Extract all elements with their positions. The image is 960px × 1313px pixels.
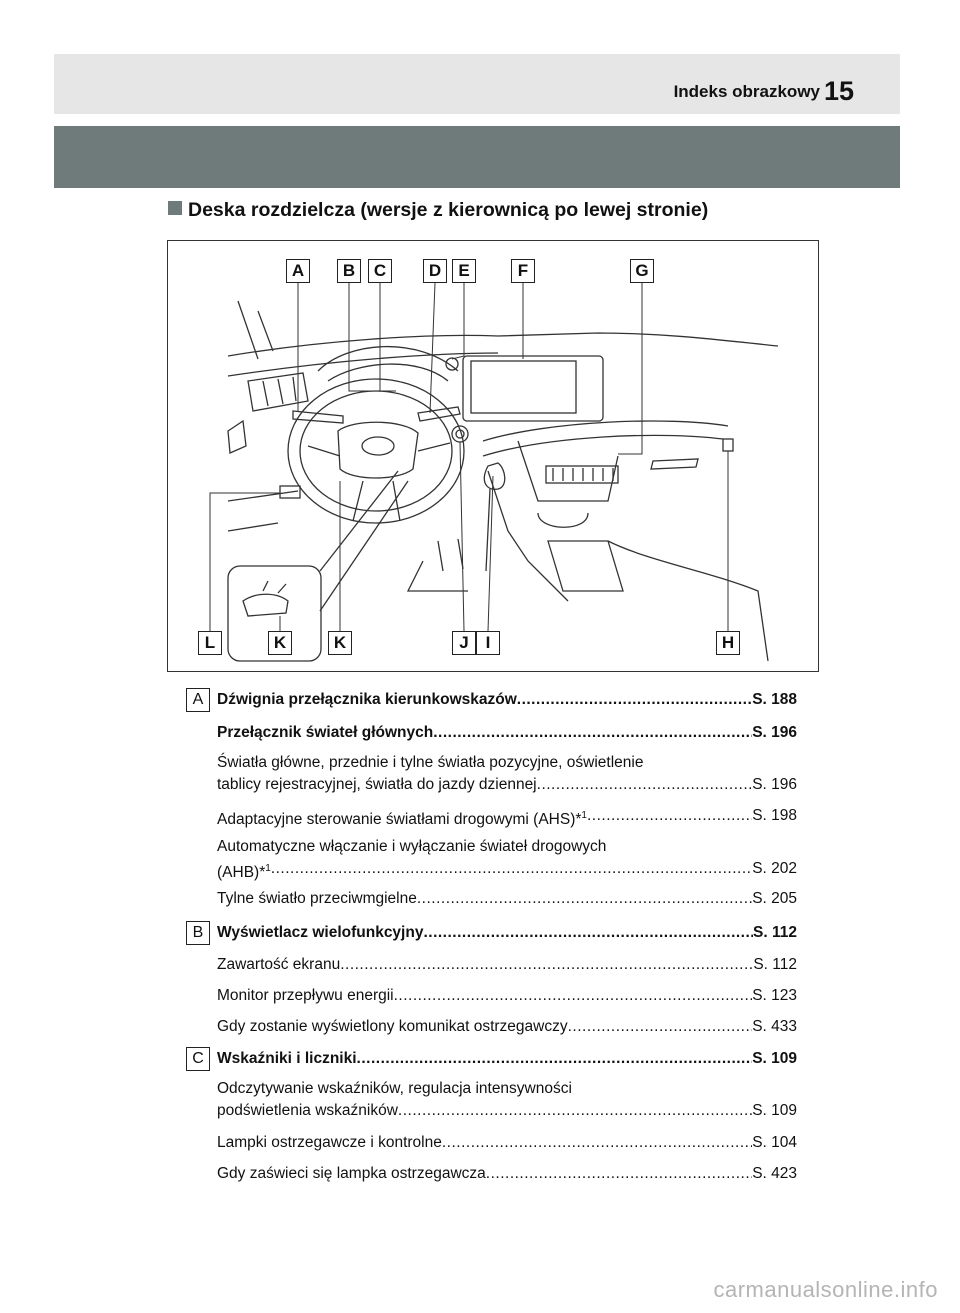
entry-row: [217, 1016, 797, 1038]
entry-title: Gdy zaświeci się lampka ostrzegawcza: [217, 1165, 486, 1182]
watermark: carmanualsonline.info: [713, 1277, 938, 1302]
entry-title: Monitor przepływu energii: [217, 987, 394, 1004]
callout-k: K: [328, 631, 352, 655]
entry-title: podświetlenia wskaźników: [217, 1102, 398, 1119]
callout-e: E: [452, 259, 476, 283]
entry-title: Adaptacyjne sterowanie światłami drogowymi (AHS)*: [217, 811, 582, 828]
callout-d: D: [423, 259, 447, 283]
dashboard-illustration: [167, 240, 819, 672]
entry-page-link[interactable]: S. 123: [752, 987, 797, 1004]
entry-title: Zawartość ekranu: [217, 956, 341, 973]
entry-title: Tylne światło przeciwmgielne: [217, 890, 417, 907]
entry-page-link[interactable]: S. 423: [752, 1165, 797, 1182]
entry-row: [217, 1132, 797, 1154]
entry-title-line1: Odczytywanie wskaźników, regulacja intensywności: [217, 1080, 572, 1097]
entry-title-line1: Automatyczne włączanie i wyłączanie świateł drogowych: [217, 838, 607, 855]
entry-title-line1: Światła główne, przednie i tylne światła pozycyjne, oświetlenie: [217, 754, 644, 771]
square-bullet-icon: [168, 201, 182, 215]
entry-page-link[interactable]: S. 109: [752, 1102, 797, 1119]
entry-row: [217, 985, 797, 1007]
entry-title: Przełącznik świateł głównych: [217, 724, 434, 741]
entry-row: [217, 922, 797, 944]
entry-row: [217, 954, 797, 976]
entry-page-link[interactable]: S. 196: [752, 776, 797, 793]
entry-page-link[interactable]: S. 202: [752, 860, 797, 877]
entry-page-link[interactable]: S. 109: [752, 1050, 797, 1067]
section-title-text: Deska rozdzielcza (wersje z kierownicą po lewej stronie): [188, 199, 709, 221]
dashboard-drawing: [168, 241, 820, 673]
entry-title: (AHB)*: [217, 864, 266, 881]
entry-row: [217, 689, 797, 711]
header-title: Indeks obrazkowy: [673, 82, 820, 101]
entry-row: [217, 1078, 797, 1122]
entry-row: [217, 888, 797, 910]
page-number: 15: [823, 76, 854, 106]
entry-title: Gdy zostanie wyświetlony komunikat ostrzegawczy: [217, 1018, 568, 1035]
callout-b: B: [337, 259, 361, 283]
callout-h: H: [716, 631, 740, 655]
entry-letter-a: A: [186, 688, 210, 712]
entry-page-link[interactable]: S. 205: [752, 890, 797, 907]
entry-row: [217, 1048, 797, 1070]
callout-c: C: [368, 259, 392, 283]
entry-title: Lampki ostrzegawcze i kontrolne: [217, 1134, 442, 1151]
entry-page-link[interactable]: S. 188: [752, 691, 797, 708]
entry-page-link[interactable]: S. 104: [752, 1134, 797, 1151]
entry-page-link[interactable]: S. 196: [752, 724, 797, 741]
entry-title: Wyświetlacz wielofunkcyjny: [217, 924, 424, 941]
entry-page-link[interactable]: S. 112: [753, 924, 797, 941]
entry-row: [217, 836, 797, 884]
callout-g: G: [630, 259, 654, 283]
entry-letter-c: C: [186, 1047, 210, 1071]
entry-row: [217, 722, 797, 744]
entry-title: Dźwignia przełącznika kierunkowskazów: [217, 691, 517, 708]
entry-page-link[interactable]: S. 112: [753, 956, 797, 973]
entry-title: tablicy rejestracyjnej, światła do jazdy dziennej: [217, 776, 537, 793]
callout-k-inset: K: [268, 631, 292, 655]
entry-title: Wskaźniki i liczniki: [217, 1050, 357, 1067]
entry-page-link[interactable]: S. 433: [752, 1018, 797, 1035]
section-banner: [54, 126, 900, 188]
callout-l: L: [198, 631, 222, 655]
entry-row: [217, 752, 797, 796]
callout-a: A: [286, 259, 310, 283]
section-title: [168, 199, 708, 222]
entry-letter-b: B: [186, 921, 210, 945]
entry-row: [217, 1163, 797, 1185]
callout-f: F: [511, 259, 535, 283]
callout-j: J: [452, 631, 476, 655]
footnote-marker: 1: [265, 863, 271, 874]
footnote-marker: 1: [581, 810, 587, 821]
entry-page-link[interactable]: S. 198: [752, 807, 797, 824]
entry-row: [217, 805, 797, 831]
callout-i: I: [476, 631, 500, 655]
